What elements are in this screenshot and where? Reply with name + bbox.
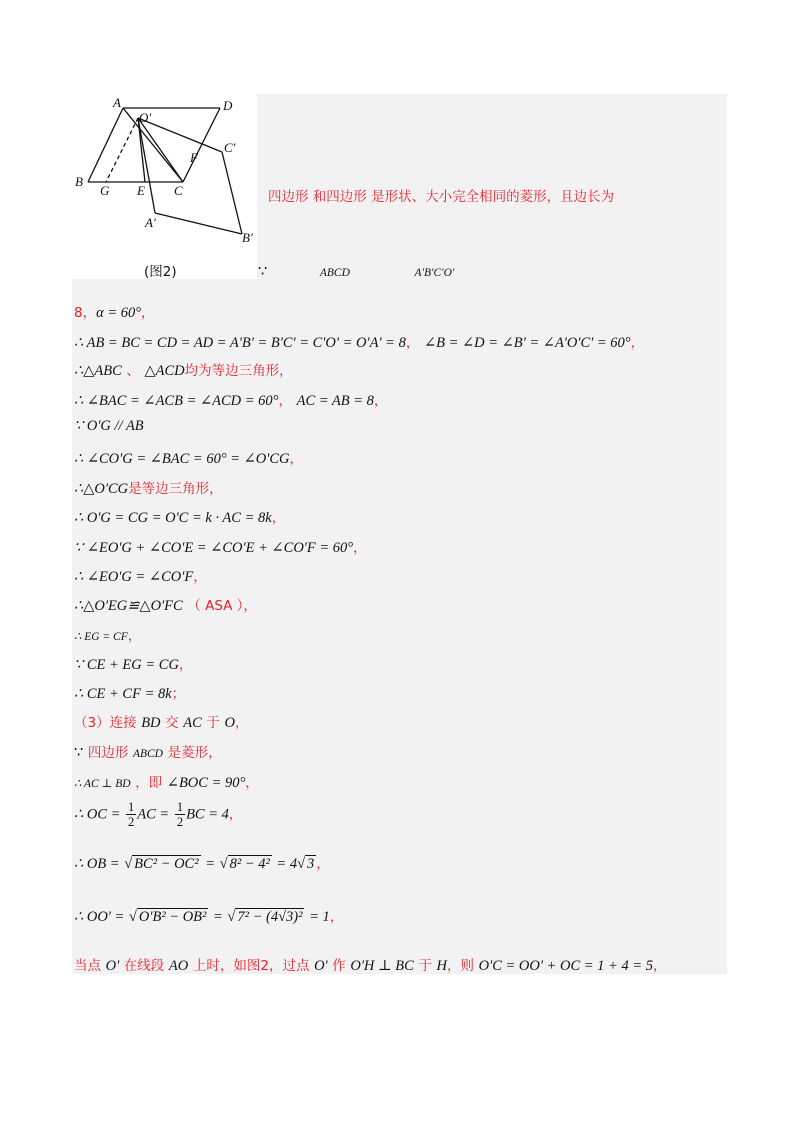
math: AC = xyxy=(137,806,170,823)
math: = 1 xyxy=(309,909,330,925)
radicand: O'B² − OB² xyxy=(138,909,207,925)
math: ∵ xyxy=(74,745,84,761)
line-17 xyxy=(74,771,259,792)
text: ， xyxy=(289,451,304,467)
text: 当点 xyxy=(74,958,101,974)
math: ∴ ∠CO'G = ∠BAC = 60° = ∠O'CG xyxy=(74,451,290,467)
label-O-prime: O' xyxy=(139,110,152,125)
math: ∴△O'EG≌△O'FC xyxy=(74,598,183,614)
text: 交 xyxy=(165,715,179,731)
line-2 xyxy=(74,331,644,352)
text: ， xyxy=(653,958,667,974)
radicand: 7² − (4√3)² xyxy=(237,909,303,925)
text: 于 xyxy=(418,958,432,974)
text: ， xyxy=(329,909,344,925)
text: 于 xyxy=(206,715,220,731)
line-13 xyxy=(74,653,192,674)
line-18 xyxy=(74,800,242,829)
radicand: 3 xyxy=(307,856,315,872)
math: ∠B = ∠D = ∠B' = ∠A'O'C' = 60° xyxy=(423,335,631,351)
text: 8， xyxy=(74,305,97,321)
math: ∴ O'G = CG = O'C = k · AC = 8k xyxy=(74,510,272,526)
text: ，则 xyxy=(447,958,475,974)
math: ∴ AB = BC = CD = AD = A'B' = B'C' = C'O' = O'A' = 8 xyxy=(74,335,406,351)
line-11 xyxy=(74,594,257,615)
text: （3）连接 xyxy=(74,715,137,731)
abcd-label: ABCD xyxy=(319,267,350,279)
label-G: G xyxy=(100,183,110,198)
label-D: D xyxy=(223,98,233,113)
text: ， xyxy=(271,510,286,526)
label-C-prime: C' xyxy=(224,140,236,155)
line-3 xyxy=(74,359,293,380)
geometry-figure xyxy=(72,94,257,279)
text: 是等边三角形， xyxy=(128,481,223,497)
math: O'H ⊥ BC xyxy=(350,958,414,974)
text: ， xyxy=(245,775,259,791)
line-8 xyxy=(74,506,285,527)
math: ∴ ∠EO'G = ∠CO'F xyxy=(74,569,194,585)
text: 均为等边三角形， xyxy=(184,363,293,379)
label-C: C xyxy=(174,183,183,198)
label-E: E xyxy=(137,183,145,198)
line-7 xyxy=(74,477,223,498)
figure-caption: (图2) xyxy=(144,264,177,280)
because-symbol: ∵ xyxy=(258,264,268,280)
label-B: B xyxy=(75,174,83,189)
math: ∴ CE + CF = 8k xyxy=(74,686,172,702)
math: = 4 xyxy=(276,856,298,872)
text: ， xyxy=(373,393,388,409)
math: ∴△O'CG xyxy=(74,481,129,497)
math: △ACD xyxy=(144,363,185,379)
math: ∠BOC = 90° xyxy=(166,775,246,791)
text: ， xyxy=(316,856,330,872)
text: ； xyxy=(171,686,186,702)
line-9 xyxy=(74,536,367,557)
math: AO xyxy=(168,958,189,974)
label-B-prime: B' xyxy=(242,230,253,245)
numerator: 1 xyxy=(128,800,135,814)
label-A-prime: A' xyxy=(145,215,156,230)
text: ， xyxy=(193,569,207,585)
math: O xyxy=(224,715,235,731)
math: BD xyxy=(141,715,161,731)
math: AC xyxy=(183,715,202,731)
label-A: A xyxy=(113,95,121,110)
text: ， xyxy=(630,335,645,351)
math: = xyxy=(213,909,223,925)
text: 是菱形， xyxy=(167,745,222,761)
fraction-half xyxy=(126,800,136,829)
line-1 xyxy=(74,301,155,322)
text: 在线段 xyxy=(123,958,165,974)
text: 四边形 xyxy=(87,745,129,761)
line-20: ∴ OO' = √ O'B² − OB² = √ 7² − (4√3)² = 1， xyxy=(74,909,344,925)
text: ，即 xyxy=(135,775,163,791)
math: ∴△ABC xyxy=(74,363,122,379)
math: ABCD xyxy=(132,748,163,760)
text: 、 xyxy=(126,363,140,379)
line-5 xyxy=(74,418,144,435)
text: ， xyxy=(127,628,142,644)
denominator: 2 xyxy=(176,815,184,829)
text: ， xyxy=(278,393,292,409)
math: = xyxy=(205,856,215,872)
math: α = 60° xyxy=(96,305,142,321)
radicand: 8² − 4² xyxy=(229,856,270,872)
line-10 xyxy=(74,565,207,586)
math: ∴ EG = CF xyxy=(74,631,128,643)
abco-label: A'B'C'O' xyxy=(414,267,455,279)
text: ， xyxy=(178,657,193,673)
denominator: 2 xyxy=(128,815,135,829)
math: ∴ OO' = xyxy=(74,909,125,925)
math: O'C = OO' + OC = 1 + 4 = 5 xyxy=(478,958,653,974)
math: AC = AB = 8 xyxy=(296,393,374,409)
line-19: ∴ OB = √ BC² − OC² = √ 8² − 4² = 4√ 3 ， xyxy=(74,856,330,872)
intro-line: 四边形 和四边形 是形状、大小完全相同的菱形，且边长为 xyxy=(268,189,615,205)
text: ， xyxy=(405,335,420,351)
text: ， xyxy=(228,806,243,823)
math: ∴ ∠BAC = ∠ACB = ∠ACD = 60° xyxy=(74,393,279,409)
line-21 xyxy=(74,954,667,975)
math: ∴ OC = xyxy=(74,806,121,823)
intro-math-row xyxy=(258,264,454,281)
line-15 xyxy=(74,711,249,732)
math: ∵ ∠EO'G + ∠CO'E = ∠CO'E + ∠CO'F = 60° xyxy=(74,540,354,556)
line-14 xyxy=(74,682,185,703)
math: O' xyxy=(105,958,120,974)
math: ∵ CE + EG = CG xyxy=(74,657,179,673)
math: O' xyxy=(314,958,328,974)
math: ∵ O'G // AB xyxy=(74,418,144,434)
fraction-half-2 xyxy=(175,800,185,829)
line-6 xyxy=(74,447,303,468)
dashed-og xyxy=(106,118,138,182)
text: （ ASA ）， xyxy=(187,598,257,614)
line-4 xyxy=(74,389,387,410)
math: ∴ OB = xyxy=(74,856,120,872)
text: ， xyxy=(141,305,155,321)
text: 作 xyxy=(332,958,346,974)
math: ∴ AC ⊥ BD xyxy=(74,778,131,790)
numerator: 1 xyxy=(176,800,184,814)
math: BC = 4 xyxy=(186,806,229,823)
math: H xyxy=(436,958,448,974)
radicand: BC² − OC² xyxy=(134,856,199,872)
text: 上时，如图2，过点 xyxy=(192,958,310,974)
text: ， xyxy=(353,540,367,556)
label-F: F xyxy=(190,150,198,165)
text: ， xyxy=(235,715,249,731)
line-16 xyxy=(74,741,222,762)
line-12 xyxy=(74,624,141,644)
